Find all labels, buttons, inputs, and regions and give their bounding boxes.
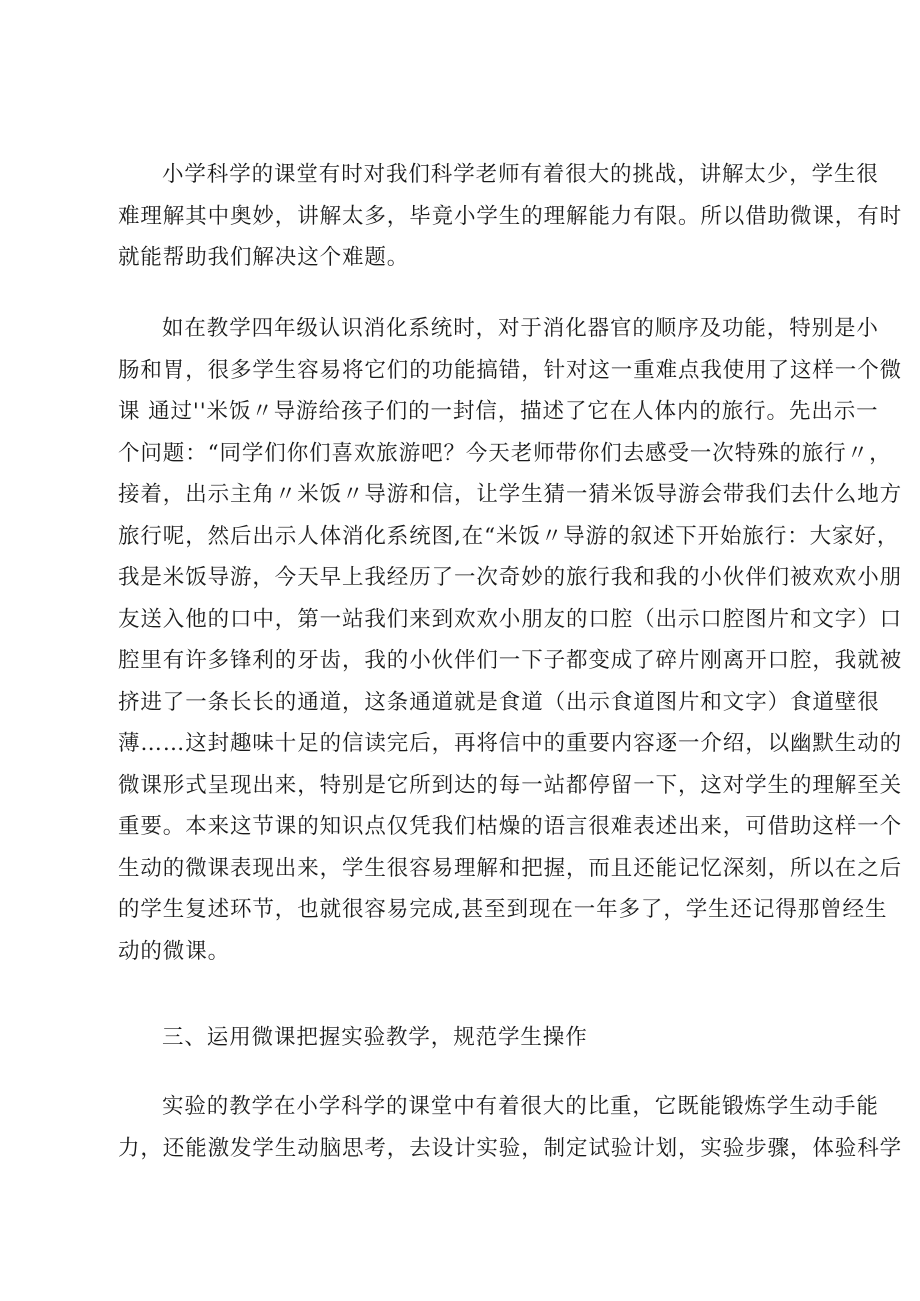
- paragraph-2: [118, 308, 903, 972]
- paragraph-1: [118, 154, 903, 279]
- paragraph-line: 生动的微课表现出来，学生很容易理解和把握，而且还能记忆深刻，所以在之后: [118, 855, 903, 881]
- paragraph-line: 的学生复述环节，也就很容易完成,甚至到现在一年多了，学生还记得那曾经生: [118, 897, 888, 922]
- paragraph-line: 肠和胃，很多学生容易将它们的功能搞错，针对这一重难点我使用了这样一个微: [118, 357, 903, 383]
- paragraph-line: 腔里有许多锋利的牙齿，我的小伙伴们一下子都变成了碎片刚离开口腔，我就被: [118, 648, 903, 673]
- paragraph-line: 重要。本来这节课的知识点仅凭我们枯燥的语言很难表述出来，可借助这样一个: [118, 814, 903, 839]
- paragraph-line: 薄……这封趣味十足的信读完后，再将信中的重要内容逐一介绍，以幽默生动的: [118, 731, 903, 756]
- paragraph-line: 动的微课。: [118, 938, 231, 964]
- section-heading-text: 三、运用微课把握实验教学，规范学生操作: [162, 1025, 588, 1050]
- paragraph-line: 如在教学四年级认识消化系统时，对于消化器官的顺序及功能，特别是小: [162, 316, 879, 341]
- paragraph-line: 微课形式呈现出来，特别是它所到达的每一站都停留一下，这对学生的理解至关: [118, 772, 903, 798]
- paragraph-line: 接着，出示主角〃米饭〃导游和信，让学生猜一猜米饭导游会带我们去什么地方: [118, 482, 903, 507]
- section-heading: [118, 1017, 808, 1059]
- paragraph-line: 旅行呢，然后出示人体消化系统图,在“米饭〃导游的叙述下开始旅行：大家好，: [118, 523, 900, 549]
- paragraph-line: 就能帮助我们解决这个难题。: [118, 245, 410, 270]
- paragraph-line: 个问题：“同学们你们喜欢旅游吧？今天老师带你们去感受一次特殊的旅行〃，: [118, 440, 892, 466]
- paragraph-line: 实验的教学在小学科学的课堂中有着很大的比重，它既能锻炼学生动手能: [162, 1094, 879, 1119]
- paragraph-line: 友送入他的口中，第一站我们来到欢欢小朋友的口腔（出示口腔图片和文字）口: [118, 606, 903, 632]
- paragraph-3: [118, 1086, 903, 1169]
- paragraph-line: 力，还能激发学生动脑思考，去设计实验，制定试验计划，实验步骤，体验科学: [118, 1135, 903, 1161]
- paragraph-line: 挤进了一条长长的通道，这条通道就是食道（出示食道图片和文字）食道壁很: [118, 689, 880, 715]
- paragraph-line: 小学科学的课堂有时对我们科学老师有着很大的挑战，讲解太少，学生很: [162, 162, 879, 187]
- paragraph-line: 我是米饭导游，今天早上我经历了一次奇妙的旅行我和我的小伙伴们被欢欢小朋: [118, 565, 903, 590]
- paragraph-line: 课 通过''米饭〃导游给孩子们的一封信，描述了它在人体内的旅行。先出示一: [118, 399, 879, 424]
- paragraph-line: 难理解其中奥妙，讲解太多，毕竟小学生的理解能力有限。所以借助微课，有时: [118, 203, 903, 229]
